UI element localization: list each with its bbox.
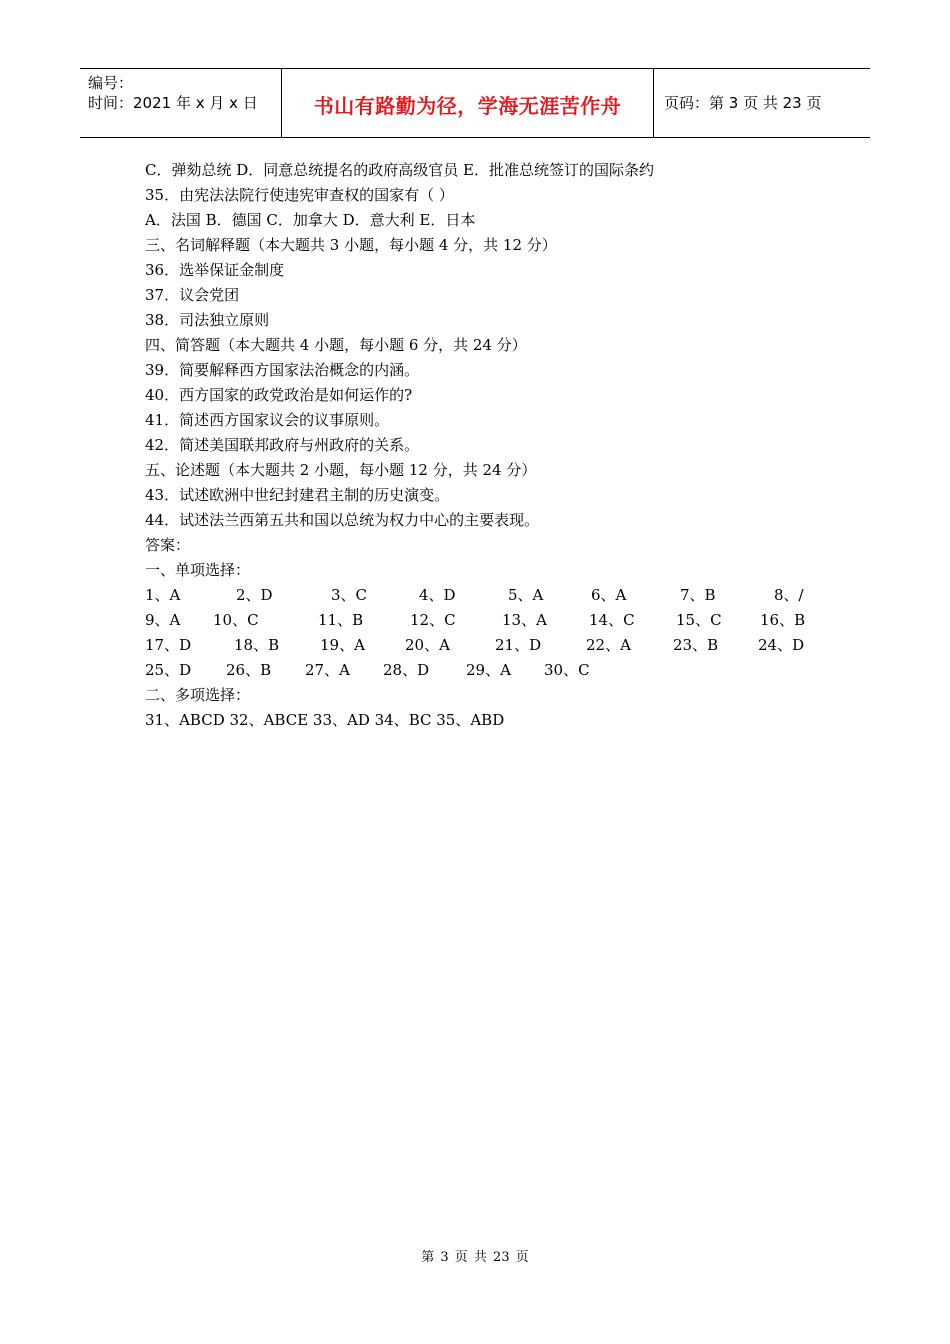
text-line: 42．简述美国联邦政府与州政府的关系。 <box>145 436 420 454</box>
answer-item: 27、A <box>305 661 350 679</box>
text-line: 41．简述西方国家议会的议事原则。 <box>145 411 390 429</box>
answer-row <box>145 633 825 658</box>
section-heading: 四、简答题（本大题共 4 小题，每小题 6 分，共 24 分） <box>145 336 527 354</box>
section-heading: 二、多项选择： <box>145 686 251 704</box>
answer-item: 21、D <box>495 636 542 654</box>
header-motto-cell <box>282 69 654 137</box>
text-line: 39．简要解释西方国家法治概念的内涵。 <box>145 361 420 379</box>
text-line: 35．由宪法法院行使违宪审查权的国家有（ ） <box>145 186 454 204</box>
answer-item: 19、A <box>320 636 365 654</box>
answer-item: 20、A <box>405 636 450 654</box>
answer-item: 9、A <box>145 611 181 629</box>
answer-item: 5、A <box>508 586 544 604</box>
answer-item: 22、A <box>586 636 631 654</box>
answer-item: 24、D <box>758 636 805 654</box>
answer-item: 8、/ <box>774 586 804 604</box>
answer-item: 3、C <box>331 586 368 604</box>
text-line: 44．试述法兰西第五共和国以总统为权力中心的主要表现。 <box>145 511 540 529</box>
text-line: C．弹劾总统 D．同意总统提名的政府高级官员 E．批准总统签订的国际条约 <box>145 161 654 179</box>
answer-item: 2、D <box>236 586 273 604</box>
answer-item: 26、B <box>226 661 272 679</box>
answer-item: 11、B <box>318 611 364 629</box>
time-label: 时间：2021 年 x 月 x 日 <box>88 94 258 112</box>
text-line: 38．司法独立原则 <box>145 311 270 329</box>
answer-item: 4、D <box>419 586 456 604</box>
text-line: 40．西方国家的政党政治是如何运作的? <box>145 386 413 404</box>
section-heading: 三、名词解释题（本大题共 3 小题，每小题 4 分，共 12 分） <box>145 236 557 254</box>
section-heading: 一、单项选择： <box>145 561 251 579</box>
answer-item: 16、B <box>760 611 806 629</box>
answer-item: 6、A <box>591 586 627 604</box>
answer-item: 17、D <box>145 636 192 654</box>
motto: 书山有路勤为径，学海无涯苦作舟 <box>313 94 622 118</box>
answer-row <box>145 608 825 633</box>
section-heading: 五、论述题（本大题共 2 小题，每小题 12 分，共 24 分） <box>145 461 537 479</box>
answer-item: 7、B <box>680 586 716 604</box>
answer-item: 28、D <box>383 661 430 679</box>
answer-heading: 答案： <box>145 536 191 554</box>
header-meta-cell <box>80 69 282 137</box>
answer-item: 29、A <box>466 661 511 679</box>
answer-item: 14、C <box>589 611 635 629</box>
answer-item: 10、C <box>213 611 259 629</box>
answer-item: 25、D <box>145 661 192 679</box>
answer-row <box>145 658 825 683</box>
header-page-cell <box>654 69 870 137</box>
page-info: 页码：第 3 页 共 23 页 <box>664 94 822 112</box>
answer-item: 15、C <box>676 611 722 629</box>
page-footer: 第 3 页 共 23 页 <box>421 1250 529 1265</box>
answer-item: 30、C <box>544 661 590 679</box>
answer-item: 23、B <box>673 636 719 654</box>
text-line: 43．试述欧洲中世纪封建君主制的历史演变。 <box>145 486 450 504</box>
multi-answers: 31、ABCD 32、ABCE 33、AD 34、BC 35、ABD <box>145 711 505 729</box>
answer-item: 13、A <box>502 611 547 629</box>
text-line: A．法国 B．德国 C．加拿大 D．意大利 E．日本 <box>145 211 476 229</box>
page-header <box>80 68 870 138</box>
answer-item: 18、B <box>234 636 280 654</box>
text-line: 37．议会党团 <box>145 286 240 304</box>
answer-item: 12、C <box>410 611 456 629</box>
text-line: 36．选举保证金制度 <box>145 261 285 279</box>
serial-label: 编号： <box>88 74 134 92</box>
answer-row <box>145 583 825 608</box>
answer-item: 1、A <box>145 586 181 604</box>
document-body <box>145 158 825 733</box>
